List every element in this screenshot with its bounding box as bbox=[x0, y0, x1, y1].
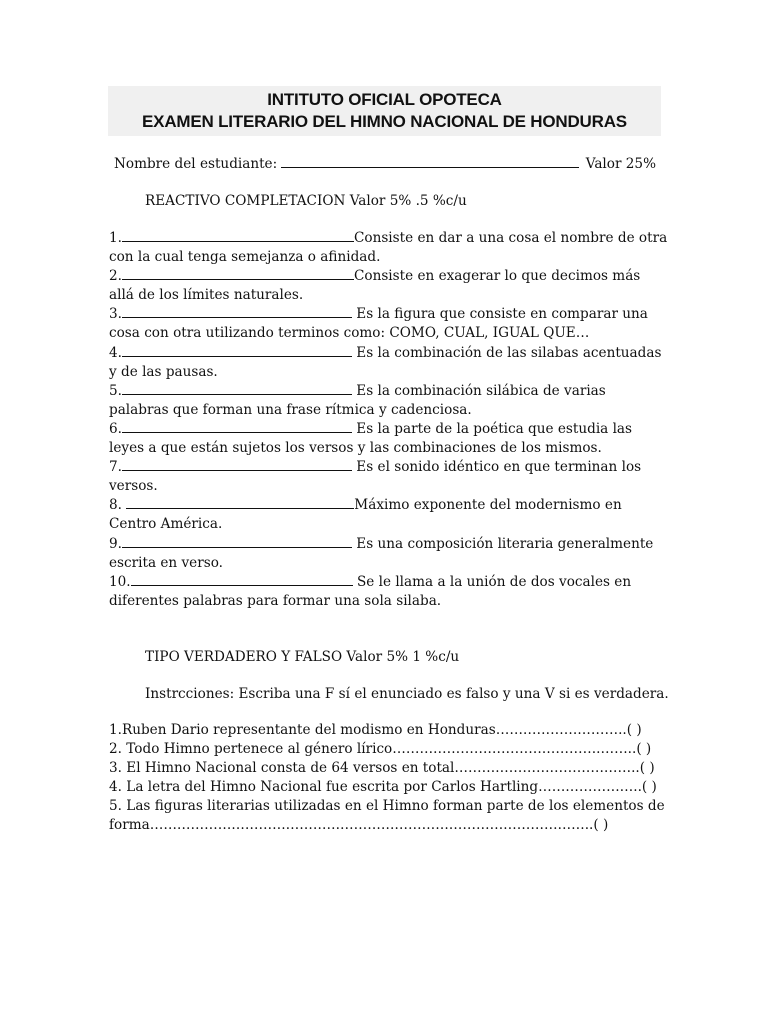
answer-parentheses[interactable]: ( ) bbox=[593, 817, 609, 833]
answer-blank[interactable] bbox=[122, 229, 354, 242]
answer-blank[interactable] bbox=[131, 573, 353, 586]
section-true-false-title: TIPO VERDADERO Y FALSO Valor 5% 1 %c/u bbox=[145, 649, 460, 665]
true-false-item: 5. Las figuras literarias utilizadas en el Himno forman parte de los elementos de bbox=[109, 798, 665, 814]
completion-item: 7. Es el sonido idéntico en que terminan los versos. bbox=[109, 459, 642, 494]
exam-title: EXAMEN LITERARIO DEL HIMNO NACIONAL DE HONDURAS bbox=[142, 112, 627, 131]
total-value-label: Valor 25% bbox=[585, 156, 656, 172]
completion-item: 10. Se le llama a la unión de dos vocales en diferentes palabras para formar una sola silaba. bbox=[109, 574, 632, 609]
true-false-item: 3. El Himno Nacional consta de 64 versos en total…………………………………..( ) bbox=[109, 760, 655, 776]
completion-item: 5. Es la combinación silábica de varias palabras que forman una frase rítmica y cadenciosa. bbox=[109, 383, 606, 418]
answer-parentheses[interactable]: ( ) bbox=[641, 779, 657, 795]
true-false-instructions: Instrcciones: Escriba una F sí el enunciado es falso y una V si es verdadera. bbox=[145, 686, 669, 702]
answer-parentheses[interactable]: ( ) bbox=[639, 760, 655, 776]
true-false-item: 1.Ruben Dario representante del modismo en Honduras………………………..( ) bbox=[109, 722, 642, 738]
completion-item: 2. Consiste en exagerar lo que decimos más allá de los límites naturales. bbox=[109, 268, 641, 303]
student-name-blank[interactable] bbox=[281, 155, 579, 168]
student-name-label: Nombre del estudiante: bbox=[114, 156, 278, 172]
answer-blank[interactable] bbox=[122, 458, 352, 471]
section-completion-title: REACTIVO COMPLETACION Valor 5% .5 %c/u bbox=[145, 193, 467, 209]
completion-item: 8. Máximo exponente del modernismo en Centro América. bbox=[109, 497, 622, 532]
true-false-item: 4. La letra del Himno Nacional fue escrita por Carlos Hartling…………………..( ) bbox=[109, 779, 657, 795]
answer-blank[interactable] bbox=[122, 267, 354, 280]
answer-blank[interactable] bbox=[122, 420, 352, 433]
true-false-item-continuation: forma……………………………………………………………………………………..( ) bbox=[109, 817, 609, 833]
completion-item: 4. Es la combinación de las silabas acentuadas y de las pausas. bbox=[109, 345, 662, 380]
answer-blank[interactable] bbox=[122, 382, 352, 395]
answer-blank[interactable] bbox=[122, 344, 352, 357]
completion-item: 6. Es la parte de la poética que estudia las leyes a que están sujetos los versos y las combinaciones de los mismos. bbox=[109, 421, 633, 456]
document-header bbox=[108, 86, 661, 136]
answer-parentheses[interactable]: ( ) bbox=[636, 741, 652, 757]
answer-parentheses[interactable]: ( ) bbox=[626, 722, 642, 738]
true-false-item: 2. Todo Himno pertenece al género lírico……………………………………….……..( ) bbox=[109, 741, 652, 757]
answer-blank[interactable] bbox=[122, 535, 352, 548]
answer-blank[interactable] bbox=[122, 305, 352, 318]
completion-item: 1. Consiste en dar a una cosa el nombre de otra con la cual tenga semejanza o afinidad. bbox=[109, 230, 668, 265]
completion-item: 9. Es una composición literaria generalmente escrita en verso. bbox=[109, 536, 654, 571]
student-name-row bbox=[114, 155, 660, 174]
answer-blank[interactable] bbox=[126, 496, 354, 509]
institute-name: INTITUTO OFICIAL OPOTECA bbox=[267, 90, 502, 109]
completion-item: 3. Es la figura que consiste en comparar una cosa con otra utilizando terminos como: COMO, CUAL, IGUAL QUE… bbox=[109, 306, 648, 341]
